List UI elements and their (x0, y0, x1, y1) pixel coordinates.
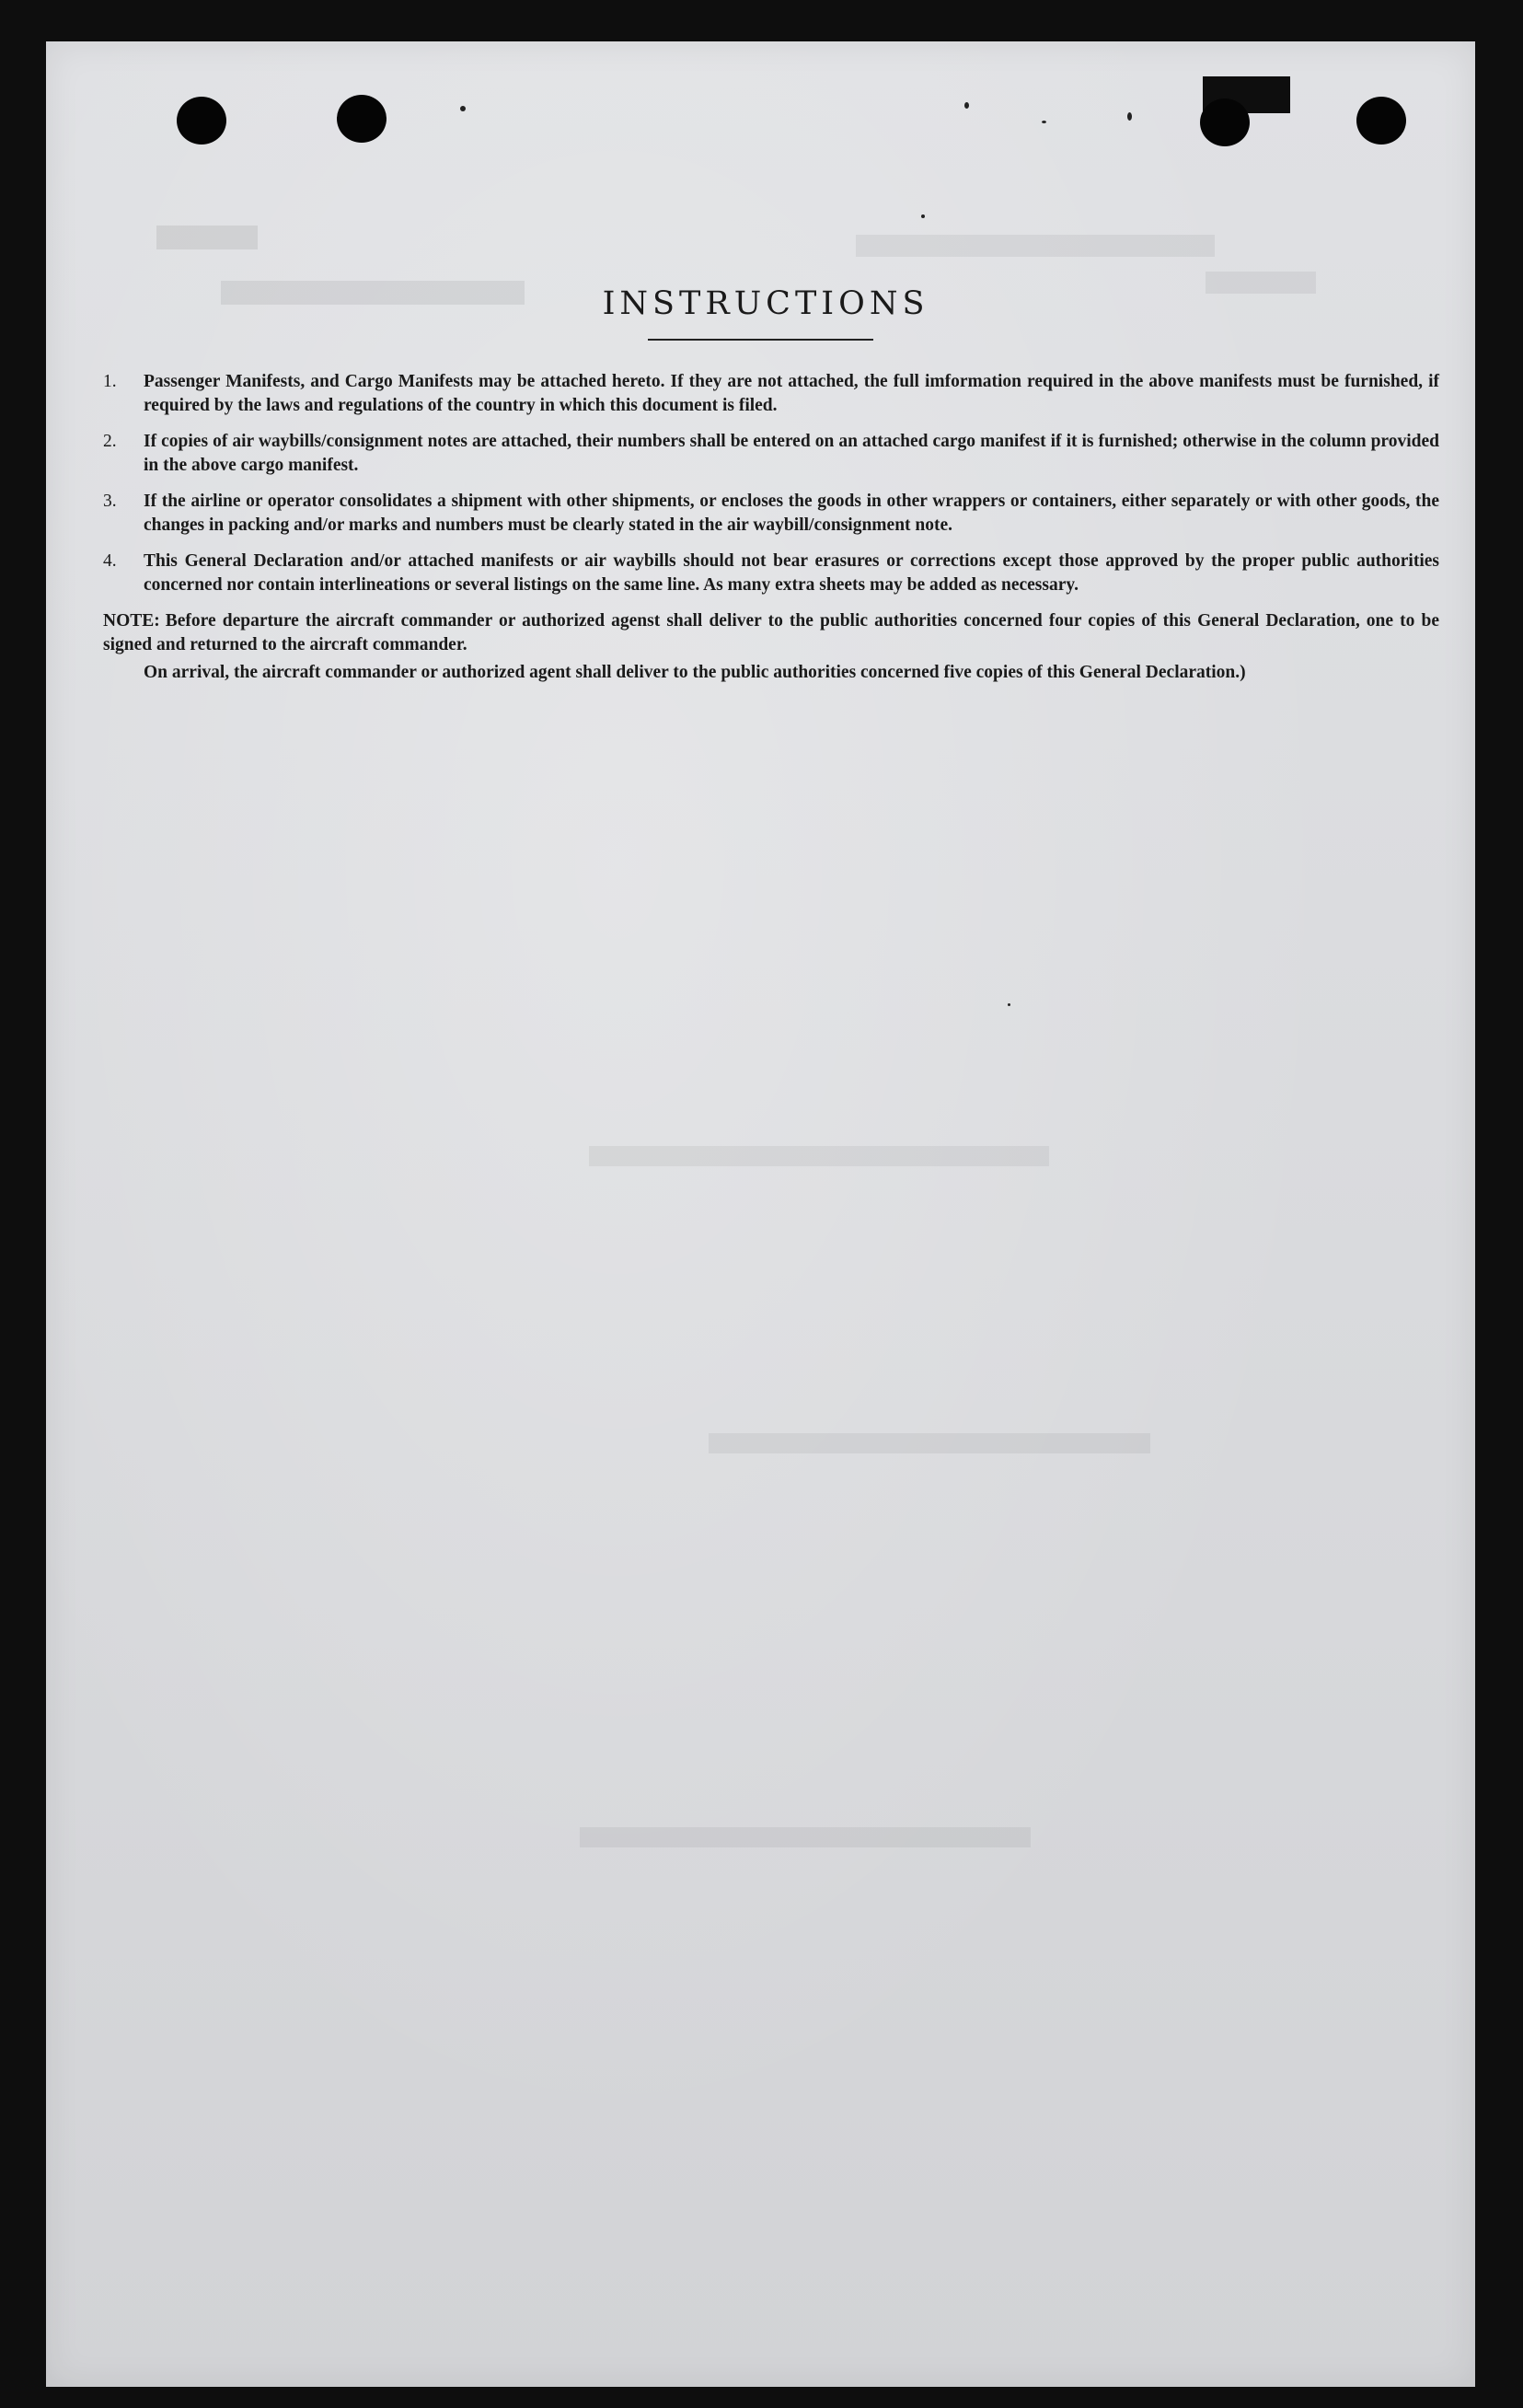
list-item (103, 490, 1439, 538)
speck (1042, 121, 1046, 123)
punch-hole (1200, 98, 1250, 146)
bleed-through-mark (709, 1433, 1150, 1453)
item-number: 4. (103, 551, 117, 571)
speck (1008, 1003, 1010, 1006)
note-arrival-text: On arrival, the aircraft commander or authorized agent shall deliver to the public authorities concerned five copies of this General Declaration.) (144, 663, 1246, 682)
instructions-section (103, 285, 1439, 685)
document-page (46, 41, 1475, 2387)
bleed-through-mark (589, 1146, 1049, 1166)
punch-hole (177, 97, 226, 145)
item-number: 1. (103, 372, 117, 391)
item-text: This General Declaration and/or attached manifests or air waybills should not bear erasures or corrections except those approved by the proper public authorities concerned nor contain interlineations or several listings on the same line. As many extra sheets may be added as necessary. (144, 551, 1439, 595)
speck (964, 102, 969, 109)
item-number: 2. (103, 432, 117, 451)
bleed-through-mark (580, 1827, 1031, 1847)
punch-hole (337, 95, 387, 143)
speck (1127, 112, 1132, 121)
note-departure-text: Before departure the aircraft commander or authorized agenst shall deliver to the public authorities concerned four copies of this General Declaration, one to be signed and returned to the aircraft commander. (103, 611, 1439, 654)
list-item (103, 430, 1439, 478)
item-text: If the airline or operator consolidates a shipment with other shipments, or encloses the goods in other wrappers or containers, either separately or with other goods, the changes in packing and/or marks and numbers must be clearly stated in the air waybill/consignment note. (144, 492, 1439, 535)
item-text: If copies of air waybills/consignment notes are attached, their numbers shall be entered on an attached cargo manifest if it is furnished; otherwise in the column provided in the above cargo manifest. (144, 432, 1439, 475)
list-item (103, 550, 1439, 597)
title-underline (648, 339, 873, 341)
speck (921, 214, 925, 218)
list-item (103, 370, 1439, 418)
speck (460, 106, 466, 111)
item-text: Passenger Manifests, and Cargo Manifests may be attached hereto. If they are not attached, the full imformation required in the above manifests must be furnished, if required by the laws and regulations of the country in which this document is filed. (144, 372, 1439, 415)
instruction-list (103, 370, 1439, 685)
page-title: INSTRUCTIONS (602, 285, 929, 322)
note-label: NOTE: (103, 611, 160, 631)
punch-hole (1356, 97, 1406, 145)
item-number: 3. (103, 492, 117, 511)
bleed-through-mark (156, 226, 258, 249)
note-block (103, 609, 1439, 685)
bleed-through-mark (856, 235, 1215, 257)
